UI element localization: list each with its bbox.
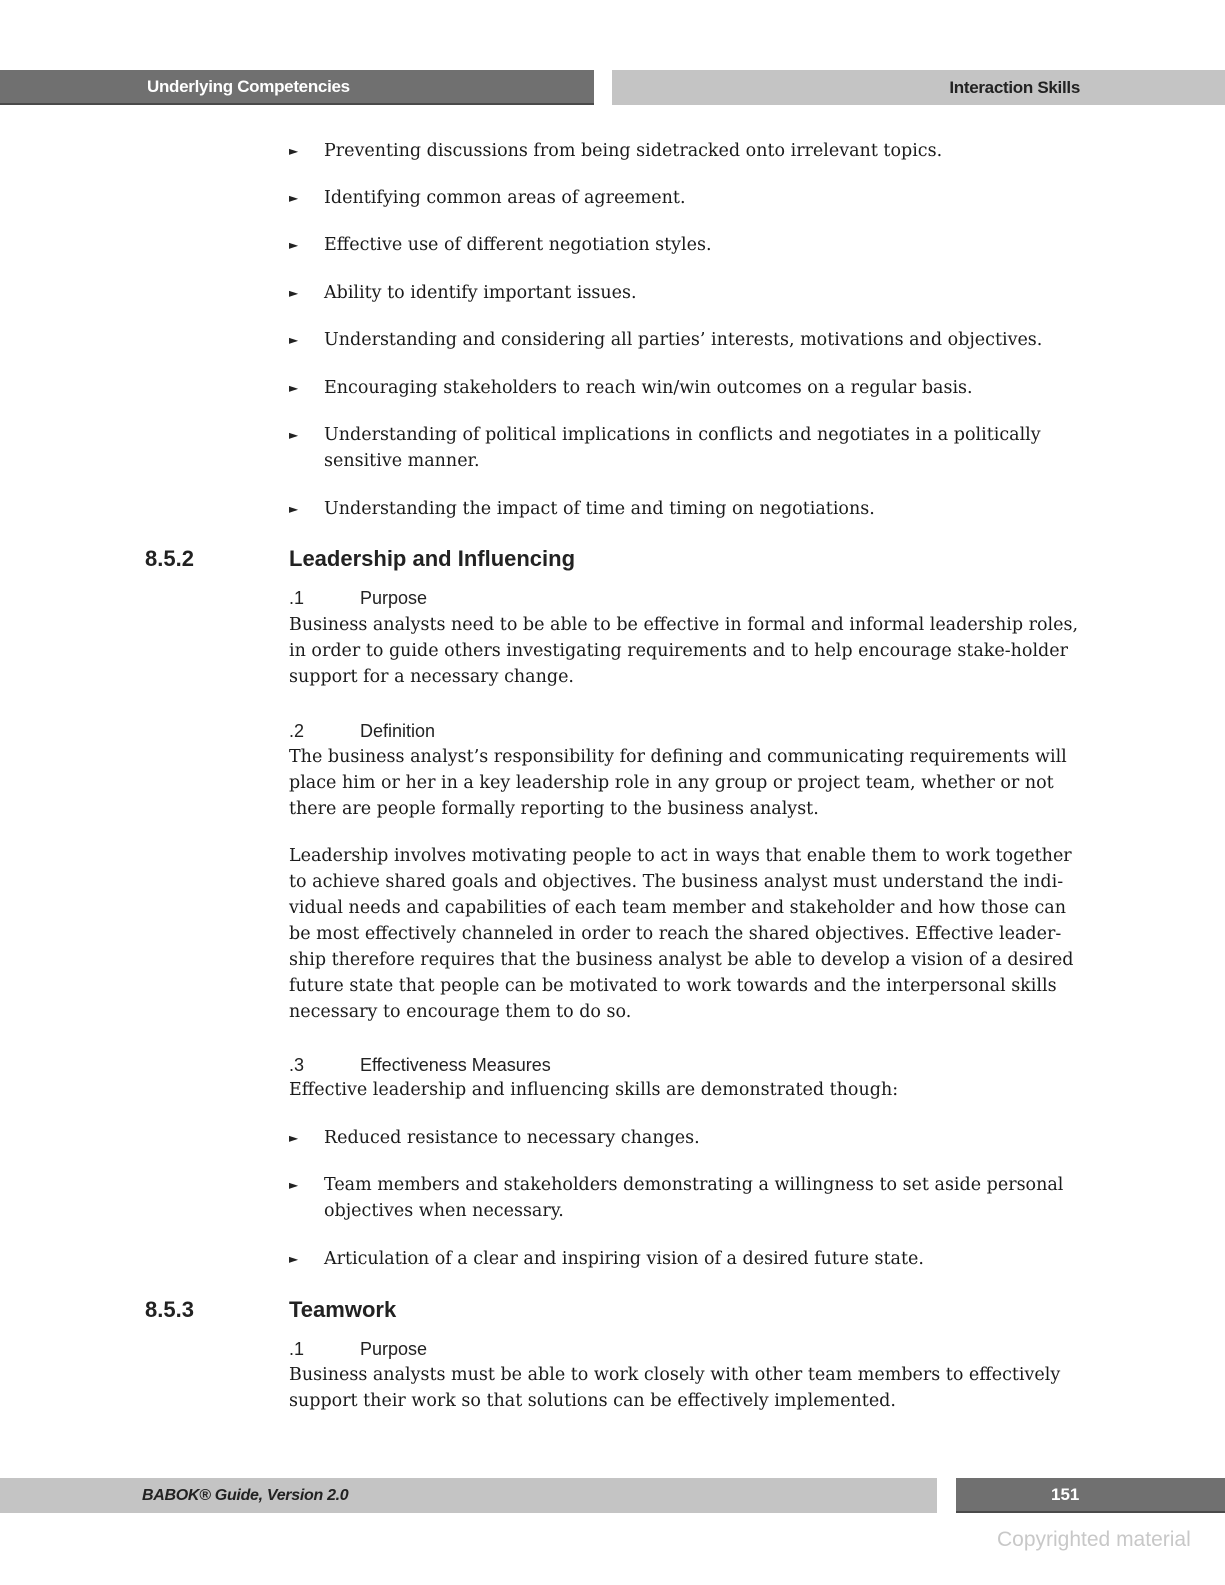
bullet-arrow-icon: ► — [289, 381, 299, 395]
bullet-arrow-icon: ► — [289, 286, 299, 300]
section-number: 8.5.2 — [145, 546, 194, 571]
bullet-arrow-icon: ► — [289, 1131, 299, 1145]
paragraph: The business analyst’s responsibility for defining and communicating requirements will place him or her in a key leadership role in any group or project team, whether or not there are people formally reporting to the business analyst. — [289, 747, 1067, 819]
paragraph: Leadership involves motivating people to act in ways that enable them to work together to achieve shared goals and objectives. The business analyst must understand the indi-vidual needs and capabilities of each team member and stakeholder and how those can be most effectively channeled in order to reach the shared objectives. Effective leader-ship therefore requires that the business analyst be able to develop a vision of a desired future state that people can be motivated to work towards and the interpersonal skills necessary to encourage them to do so. — [289, 846, 1074, 1022]
header-section: Interaction Skills — [612, 70, 1225, 105]
list-item: ► Ability to identify important issues. — [289, 280, 1089, 306]
bullet-arrow-icon: ► — [289, 428, 299, 442]
bullet-arrow-icon: ► — [289, 144, 299, 158]
list-item: ► Effective use of different negotiation styles. — [289, 232, 1089, 258]
list-item: ► Understanding the impact of time and timing on negotiations. — [289, 496, 1089, 522]
list-item: ► Identifying common areas of agreement. — [289, 185, 1089, 211]
bullet-arrow-icon: ► — [289, 1178, 299, 1192]
list-item: ► Reduced resistance to necessary changes. — [289, 1125, 1089, 1151]
footer-book-title: BABOK® Guide, Version 2.0 — [0, 1478, 937, 1513]
list-item: ► Preventing discussions from being sidetracked onto irrelevant topics. — [289, 138, 1089, 164]
header-chapter: Underlying Competencies — [0, 70, 594, 105]
section-title: Teamwork — [289, 1297, 397, 1322]
list-item: ► Understanding of political implications in conflicts and negotiates in a politically sensitive manner. — [289, 422, 1089, 474]
subsection-title: Effectiveness Measures — [360, 1055, 551, 1075]
bullet-arrow-icon: ► — [289, 502, 299, 516]
paragraph: Effective leadership and influencing skills are demonstrated though: — [289, 1080, 899, 1100]
subsection-title: Purpose — [360, 1339, 428, 1359]
bullet-arrow-icon: ► — [289, 1252, 299, 1266]
list-item: ► Team members and stakeholders demonstrating a willingness to set aside personal objectives when necessary. — [289, 1172, 1089, 1224]
subsection-number: .2 — [289, 721, 305, 741]
list-item: ► Articulation of a clear and inspiring vision of a desired future state. — [289, 1246, 1089, 1272]
paragraph: Business analysts need to be able to be effective in formal and informal leadership roles, in order to guide others investigating requirements and to help encourage stake-holder support for a necessary change. — [289, 615, 1079, 687]
subsection-number: .1 — [289, 588, 305, 608]
page-number: 151 — [956, 1478, 1225, 1513]
bullet-arrow-icon: ► — [289, 191, 299, 205]
subsection-title: Definition — [360, 721, 436, 741]
copyright-watermark: Copyrighted material — [997, 1528, 1191, 1551]
section-title: Leadership and Influencing — [289, 546, 576, 571]
list-item: ► Encouraging stakeholders to reach win/win outcomes on a regular basis. — [289, 375, 1089, 401]
subsection-number: .1 — [289, 1339, 305, 1359]
subsection-number: .3 — [289, 1055, 305, 1075]
bullet-arrow-icon: ► — [289, 333, 299, 347]
paragraph: Business analysts must be able to work closely with other team members to effectively support their work so that solutions can be effectively implemented. — [289, 1365, 1061, 1411]
bullet-arrow-icon: ► — [289, 238, 299, 252]
section-number: 8.5.3 — [145, 1297, 194, 1322]
list-item: ► Understanding and considering all parties’ interests, motivations and objectives. — [289, 327, 1089, 353]
subsection-title: Purpose — [360, 588, 428, 608]
